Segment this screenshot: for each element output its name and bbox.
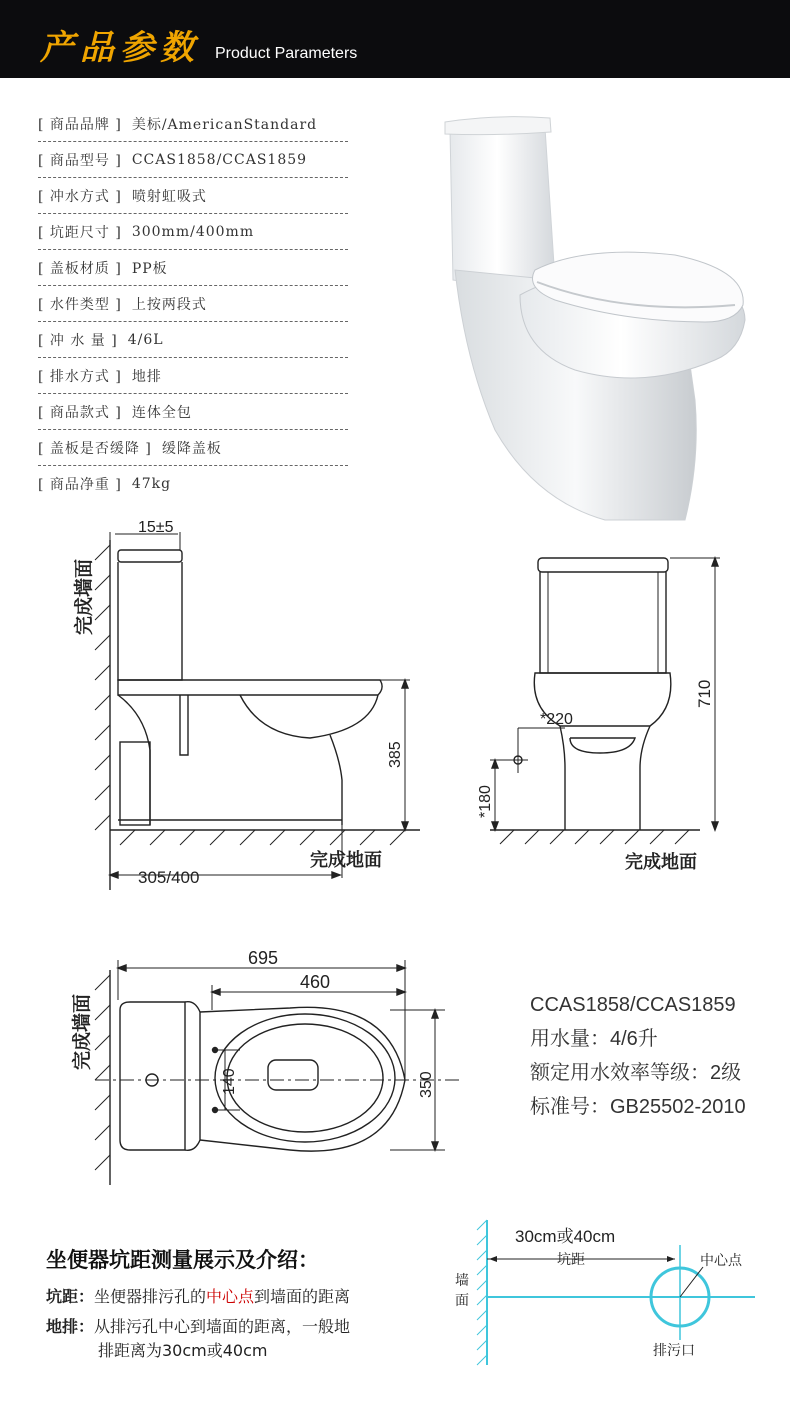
header-subtitle: Product Parameters <box>215 45 358 62</box>
spacing-dimension: 140 <box>221 1068 238 1095</box>
spec-standard: 标准号：GB25502-2010 <box>530 1096 746 1118</box>
param-value: 喷射虹吸式 <box>131 188 207 205</box>
spec-water: 用水量：4/6升 <box>530 1028 658 1050</box>
param-value: 地排 <box>131 368 162 385</box>
height-dimension: 385 <box>387 741 404 768</box>
param-row <box>38 286 348 322</box>
param-row <box>38 466 348 502</box>
floor-text: 从排污孔中心到墙面的距离，一般地 <box>94 1317 351 1336</box>
width-dimension: *220 <box>540 711 573 728</box>
wall-label-bottom: 面 <box>455 1292 469 1308</box>
length-dimension: 695 <box>248 948 279 968</box>
param-row <box>38 322 348 358</box>
pit-label: 坑距： <box>46 1287 95 1306</box>
param-value: 上按两段式 <box>131 296 207 313</box>
param-key: [ 商品型号 ] <box>38 152 122 169</box>
param-row <box>38 430 348 466</box>
spec-summary <box>530 988 746 1124</box>
param-row <box>38 214 348 250</box>
center-label: 中心点 <box>700 1252 742 1268</box>
pit-distance-diagram <box>445 1215 775 1375</box>
pit-text: 坐便器排污孔的 <box>94 1287 207 1306</box>
wall-label: 完成墙面 <box>72 993 93 1070</box>
param-value: 300mm/400mm <box>131 223 255 240</box>
pit-description <box>46 1284 350 1307</box>
param-value: 美标/AmericanStandard <box>131 116 318 133</box>
floor-label: 完成地面 <box>310 850 382 870</box>
param-key: [ 盖板是否缓降 ] <box>38 440 152 457</box>
param-key: [ 冲 水 量 ] <box>38 332 118 349</box>
param-key: [ 坑距尺寸 ] <box>38 224 122 241</box>
param-value: PP板 <box>131 260 168 277</box>
pit-dimension: 305/400 <box>138 868 200 887</box>
param-row <box>38 178 348 214</box>
floor-description <box>46 1314 350 1337</box>
spec-grade: 额定用水效率等级：2级 <box>530 1062 742 1084</box>
pit-highlight: 中心点 <box>206 1287 255 1306</box>
distance-label: 30cm或40cm <box>515 1227 616 1246</box>
inlet-dimension: *180 <box>477 785 494 818</box>
spec-model: CCAS1858/CCAS1859 <box>530 994 736 1016</box>
param-key: [ 排水方式 ] <box>38 368 122 385</box>
toilet-product-image <box>425 100 765 530</box>
wall-label-top: 墙 <box>455 1272 469 1288</box>
param-value: 缓降盖板 <box>161 440 222 457</box>
param-key: [ 水件类型 ] <box>38 296 122 313</box>
intro-title: 坐便器坑距测量展示及介绍： <box>46 1248 319 1272</box>
param-value: 47kg <box>131 476 172 492</box>
pit-label: 坑距 <box>557 1251 585 1267</box>
param-row <box>38 394 348 430</box>
height-dimension: 710 <box>695 679 714 708</box>
param-key: [ 盖板材质 ] <box>38 260 122 277</box>
header-banner <box>0 0 790 78</box>
header-title: 产品参数 <box>40 28 200 68</box>
param-value: 连体全包 <box>131 404 192 421</box>
param-row <box>38 142 348 178</box>
param-key: [ 冲水方式 ] <box>38 188 122 205</box>
floor-label: 完成地面 <box>625 852 697 872</box>
front-elevation-drawing <box>470 548 740 878</box>
width-dimension: 350 <box>418 1071 435 1098</box>
top-view-drawing <box>60 940 470 1190</box>
param-key: [ 商品款式 ] <box>38 404 122 421</box>
param-key: [ 商品品牌 ] <box>38 116 122 133</box>
param-value: CCAS1858/CCAS1859 <box>131 151 308 168</box>
param-value: 4/6L <box>127 331 164 348</box>
pit-text-end: 到墙面的距离 <box>254 1287 351 1306</box>
param-row <box>38 250 348 286</box>
param-key: [ 商品净重 ] <box>38 477 122 493</box>
param-row <box>38 358 348 394</box>
wall-label: 完成墙面 <box>74 558 95 635</box>
parameter-list <box>38 106 348 502</box>
bowl-dimension: 460 <box>300 972 331 992</box>
side-elevation-drawing <box>60 520 430 900</box>
gap-dimension: 15±5 <box>138 520 174 536</box>
floor-label: 地排： <box>46 1317 95 1336</box>
floor-description-cont: 排距离为30cm或40cm <box>98 1341 268 1360</box>
outlet-label: 排污口 <box>653 1342 695 1358</box>
param-row <box>38 106 348 142</box>
